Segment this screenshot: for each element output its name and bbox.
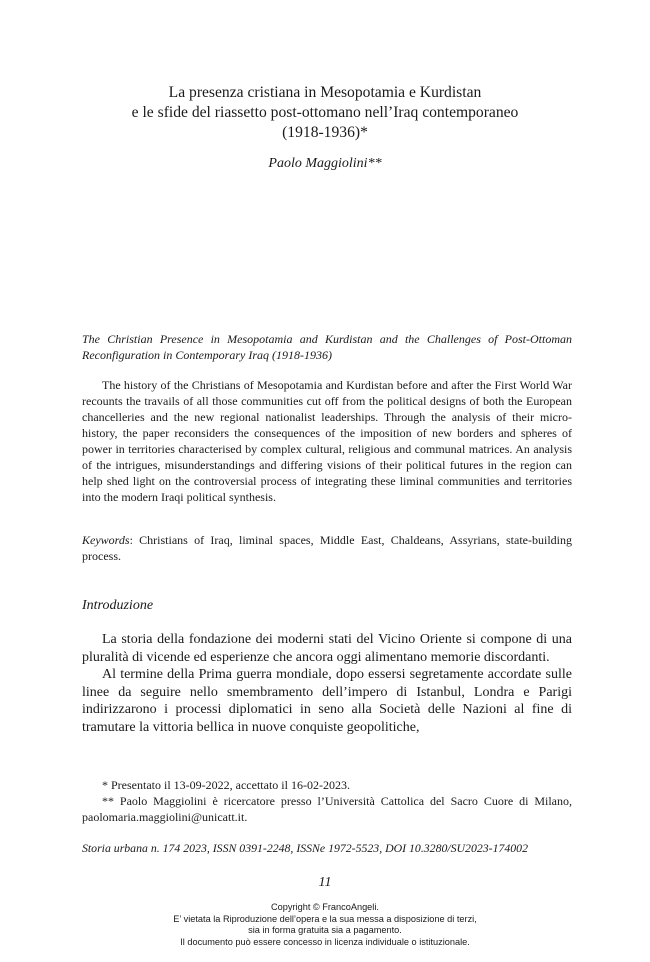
- copyright-line-3: sia in forma gratuita sia a pagamento.: [248, 925, 402, 935]
- copyright-line-4: Il documento può essere concesso in licenza individuale o istituzionale.: [180, 936, 470, 947]
- footnote-2: ** Paolo Maggiolini è ricercatore presso l’Università Cattolica del Sacro Cuore di Milano, paolomaria.maggiolini@unicatt.it.: [82, 794, 572, 824]
- body-paragraph-2: Al termine della Prima guerra mondiale, dopo essersi segretamente accordate sulle linee da seguire nello smembramento dell’impero di Istanbul, Londra e Parigi indirizzarono i processi diplomatici in seno alla Società delle Nazioni al fine di tramutare la vittoria bellica in nuove conquiste geopolitiche,: [82, 667, 572, 735]
- article-title: [60, 83, 590, 143]
- body-paragraph-1: La storia della fondazione dei moderni stati del Vicino Oriente si compone di una pluralità di vicende ed esperienze che ancora oggi alimentano memorie discordanti.: [82, 632, 572, 665]
- body-text: [82, 631, 572, 736]
- footnote-1: * Presentato il 13-09-2022, accettato il 16-02-2023.: [102, 778, 350, 792]
- keywords-text: : Christians of Iraq, liminal spaces, Middle East, Chaldeans, Assyrians, state-building process.: [82, 533, 572, 563]
- copyright-line-2: E’ vietata la Riproduzione dell’opera e la sua messa a disposizione di terzi,: [173, 913, 477, 924]
- title-line-3: (1918-1936)*: [282, 124, 368, 141]
- footnotes: [82, 777, 572, 825]
- abstract-paragraph: The history of the Christians of Mesopotamia and Kurdistan before and after the First World War recounts the travails of all those communities cut off from the political designs of both the European chancelleries and the new regional nationalist leaderships. Through the analysis of their micro-history, the paper reconsiders the consequences of the imposition of new borders and spheres of power in territories characterised by complex cultural, religious and communal matrices. An analysis of the intrigues, misunderstandings and differing visions of their political futures in the region can help shed light on the controversial process of integrating these liminal communities and territories into the modern Iraqi political synthesis.: [82, 378, 572, 504]
- copyright-notice: [0, 902, 650, 948]
- copyright-line-1: Copyright © FrancoAngeli.: [271, 902, 379, 912]
- journal-citation: Storia urbana n. 174 2023, ISSN 0391-2248, ISSNe 1972-5523, DOI 10.3280/SU2023-174002: [82, 841, 528, 855]
- abstract-text: [82, 377, 572, 505]
- keywords: [82, 532, 572, 564]
- keywords-label: Keywords: [82, 533, 130, 547]
- page-number: 11: [318, 875, 332, 890]
- author-name: Paolo Maggiolini**: [268, 156, 382, 171]
- title-line-1: La presenza cristiana in Mesopotamia e Kurdistan: [168, 84, 482, 101]
- section-heading: Introduzione: [82, 598, 154, 613]
- title-line-2: e le sfide del riassetto post-ottomano nell’Iraq contemporaneo: [131, 104, 519, 121]
- abstract-title: The Christian Presence in Mesopotamia and Kurdistan and the Challenges of Post-Ottoman Reconfiguration in Contemporary Iraq (1918-1936): [82, 332, 572, 362]
